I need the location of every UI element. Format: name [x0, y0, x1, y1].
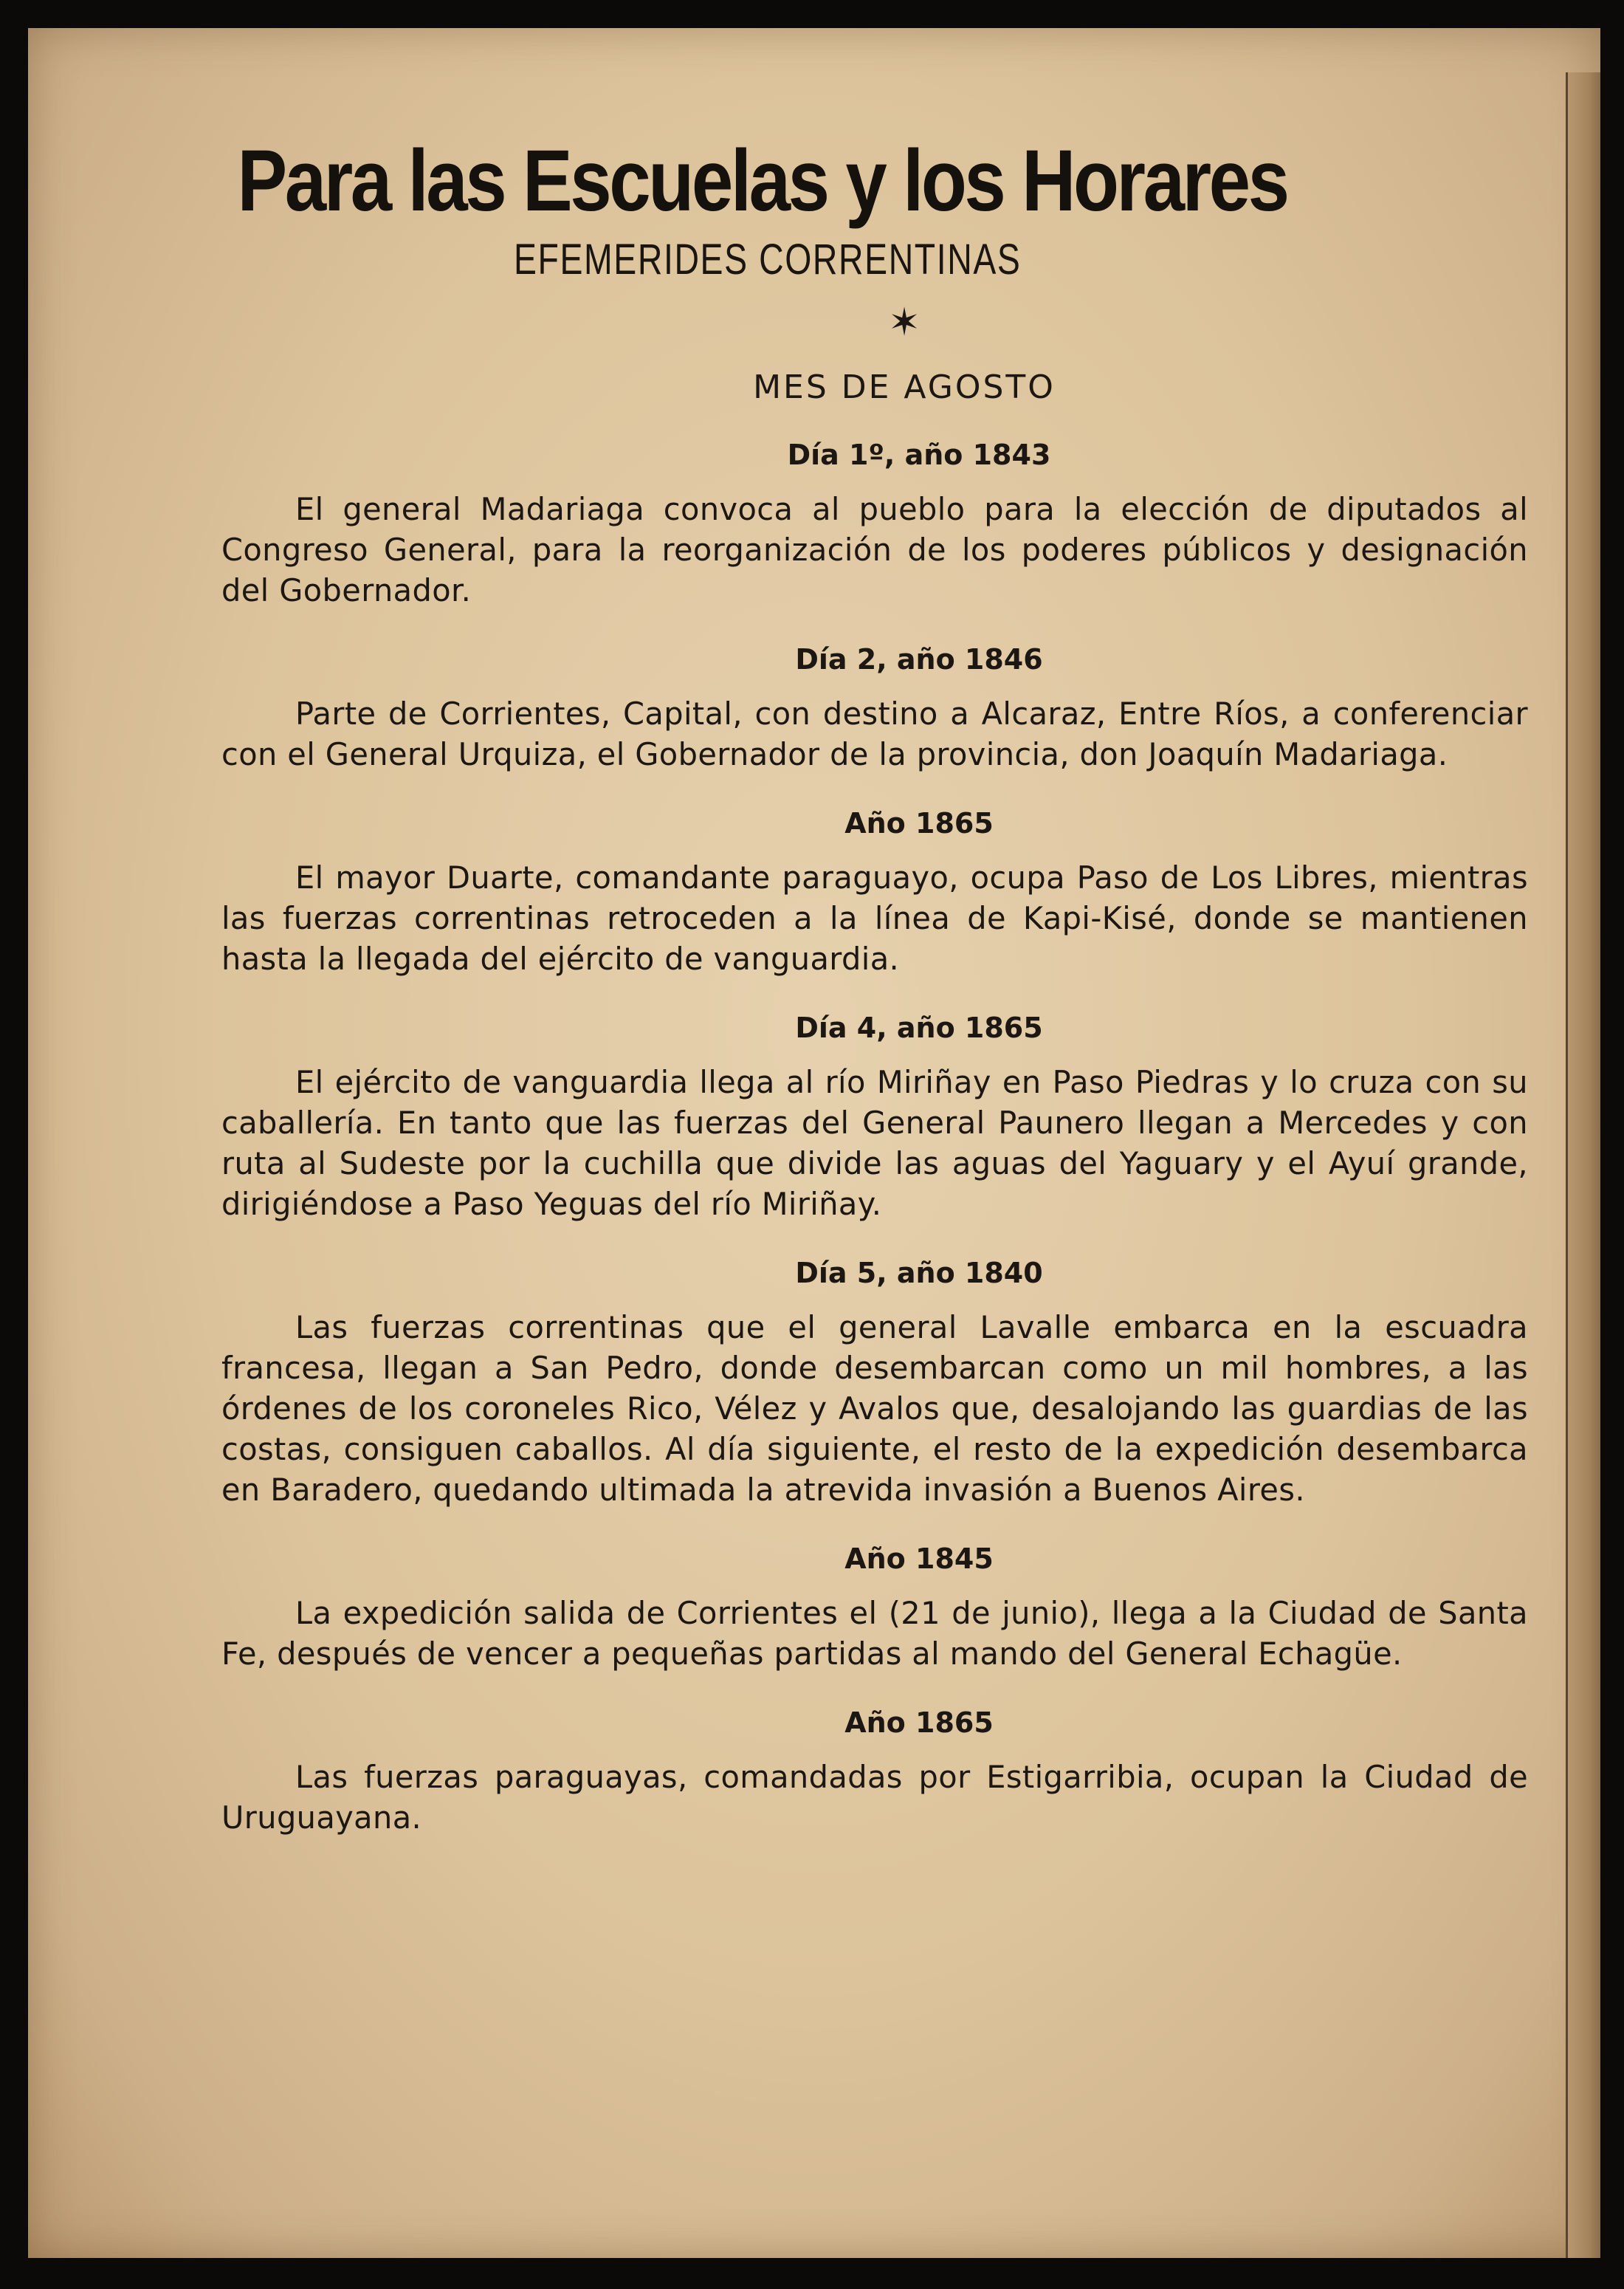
- entry-3: [221, 807, 1528, 979]
- star-ornament-icon: ✶: [888, 300, 921, 345]
- entry-heading: Día 1º, año 1843: [787, 438, 1051, 471]
- entry-text: Las fuerzas correntinas que el general Lavalle embarca en la escuadra francesa, llegan a San Pedro, donde desembarcan como un mil hombres, a las órdenes de los coroneles Rico, Vélez y Avalos que, desalojando las guardias de las costas, consiguen caballos. Al día siguiente, el resto de la expedición desembarca en Baradero, quedando ultimada la atrevida invasión a Buenos Aires.: [221, 1308, 1528, 1508]
- entry-text: Las fuerzas paraguayas, comandadas por Estigarribia, ocupan la Ciudad de Uruguayana.: [221, 1758, 1528, 1836]
- entry-heading: Año 1865: [844, 1706, 994, 1739]
- entry-5: [221, 1257, 1528, 1510]
- entry-1: [221, 439, 1528, 611]
- entry-heading: Día 5, año 1840: [795, 1256, 1043, 1289]
- entry-heading: Día 4, año 1865: [795, 1011, 1043, 1044]
- entry-text: El mayor Duarte, comandante paraguayo, ocupa Paso de Los Libres, mientras las fuerzas correntinas retroceden a la línea de Kapi-Kisé, donde se mantienen hasta la llegada del ejército de vanguardia.: [221, 859, 1528, 977]
- page-subtitle: EFEMERIDES CORRENTINAS: [514, 235, 1022, 284]
- entry-6: [221, 1542, 1528, 1674]
- document-page: [28, 28, 1600, 2258]
- entry-text: El ejército de vanguardia llega al río Miriñay en Paso Piedras y lo cruza con su caballería. En tanto que las fuerzas del General Paunero llegan a Mercedes y con ruta al Sudeste por la cuchilla que divide las aguas del Yaguary y el Ayuí grande, dirigiéndose a Paso Yeguas del río Miriñay.: [221, 1063, 1528, 1222]
- entry-text: La expedición salida de Corrientes el (21 de junio), llega a la Ciudad de Santa Fe, después de vencer a pequeñas partidas al mando del General Echagüe.: [221, 1594, 1528, 1672]
- entry-heading: Año 1865: [844, 806, 994, 840]
- entry-text: Parte de Corrientes, Capital, con destino a Alcaraz, Entre Ríos, a conferenciar con el General Urquiza, el Gobernador de la provincia, don Joaquín Madariaga.: [221, 695, 1528, 772]
- entry-2: [221, 643, 1528, 775]
- entry-heading: Día 2, año 1846: [795, 642, 1043, 676]
- page-title: Para las Escuelas y los Horares: [237, 132, 1287, 230]
- page-edge: [1566, 72, 1600, 2258]
- entry-heading: Año 1845: [844, 1542, 994, 1575]
- month-heading: MES DE AGOSTO: [753, 368, 1056, 406]
- entry-7: [221, 1706, 1528, 1838]
- entry-text: El general Madariaga convoca al pueblo para la elección de diputados al Congreso General, para la reorganización de los poderes públicos y designación del Gobernador.: [221, 490, 1528, 608]
- page-content: [221, 131, 1528, 1838]
- entry-4: [221, 1012, 1528, 1224]
